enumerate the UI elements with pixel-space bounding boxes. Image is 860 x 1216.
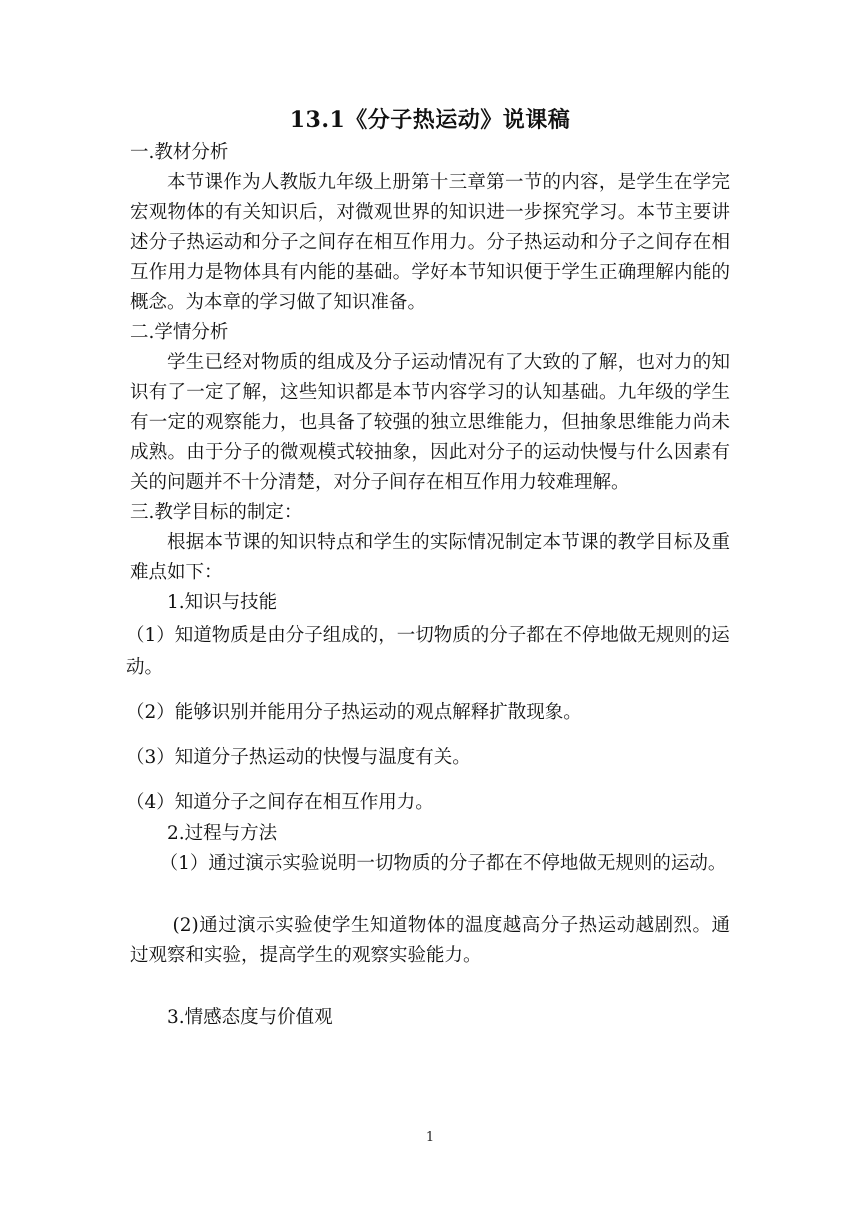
paragraph-textbook-analysis: 本节课作为人教版九年级上册第十三章第一节的内容，是学生在学完宏观物体的有关知识后，对微观世界的知识进一步探究学习。本节主要讲述分子热运动和分子之间存在相互作用力。分子热运动和分子之间存在相互作用力是物体具有内能的基础。学好本节知识便于学生正确理解内能的概念。为本章的学习做了知识准备。 (130, 172, 730, 313)
list-item: (2)通过演示实验使学生知道物体的温度越高分子热运动越剧烈。通过观察和实验，提高学生的观察实验能力。 (130, 915, 730, 966)
page-number: 1 (425, 1130, 435, 1145)
section-heading-student-analysis: 二.学情分析 (130, 322, 229, 343)
document-body (126, 138, 730, 1033)
list-item: （2）能够识别并能用分子热运动的观点解释扩散现象。 (126, 702, 582, 723)
subheading-process-methods: 2.过程与方法 (167, 823, 278, 844)
section-heading-teaching-goals: 三.教学目标的制定： (130, 502, 303, 523)
paragraph-student-analysis: 学生已经对物质的组成及分子运动情况有了大致的了解，也对力的知识有了一定了解，这些知识都是本节内容学习的认知基础。九年级的学生有一定的观察能力，也具备了较强的独立思维能力，但抽象思维能力尚未成熟。由于分子的微观模式较抽象，因此对分子的运动快慢与什么因素有关的问题并不十分清楚，对分子间存在相互作用力较难理解。 (130, 352, 730, 493)
list-item: （1）知道物质是由分子组成的，一切物质的分子都在不停地做无规则的运动。 (126, 625, 730, 678)
list-item: （3）知道分子热运动的快慢与温度有关。 (126, 747, 471, 768)
subheading-knowledge-skills: 1.知识与技能 (167, 592, 278, 613)
list-item: （1）通过演示实验说明一切物质的分子都在不停地做无规则的运动。 (159, 853, 727, 874)
subheading-emotion-values: 3.情感态度与价值观 (167, 1007, 333, 1028)
list-item: （4）知道分子之间存在相互作用力。 (126, 792, 434, 813)
section-heading-textbook-analysis: 一.教材分析 (130, 142, 229, 163)
paragraph-teaching-goals: 根据本节课的知识特点和学生的实际情况制定本节课的教学目标及重难点如下： (130, 532, 730, 583)
document-title: 13.1《分子热运动》说课稿 (289, 107, 571, 133)
